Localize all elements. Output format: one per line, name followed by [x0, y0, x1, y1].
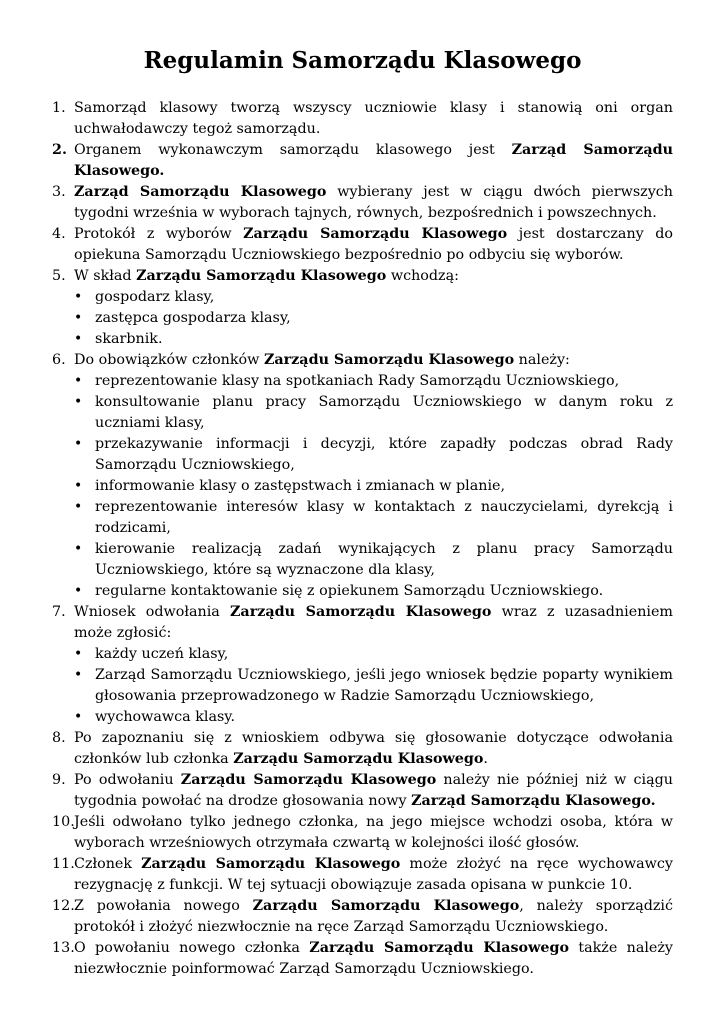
bullet-text: wychowawca klasy.: [95, 708, 236, 725]
bold-term: Zarządu Samorządu Klasowego: [252, 897, 520, 914]
text-span: Z powołania nowego: [74, 897, 253, 914]
bullet-text: zastępca gospodarza klasy,: [95, 309, 291, 326]
rule-row: [52, 182, 673, 224]
rule-number: 9.: [52, 771, 66, 788]
bullet-item: [52, 308, 673, 329]
bold-term: Zarządu Samorządu Klasowego: [136, 267, 387, 284]
rule-number: 4.: [52, 225, 66, 242]
rule-item: [52, 854, 673, 896]
bullet-dot-icon: [74, 539, 95, 581]
bullet-dot-icon: [74, 287, 95, 308]
rule-item: [52, 938, 673, 980]
bullet-text: Zarząd Samorządu Uczniowskiego, jeśli jego wniosek będzie poparty wynikiem głosowania przeprowadzonego w Radzie Samorządu Uczniowskiego,: [95, 666, 673, 704]
bullet-text: regularne kontaktowanie się z opiekunem Samorządu Uczniowskiego.: [95, 582, 604, 599]
rule-text: [74, 350, 673, 371]
rule-number: 3.: [52, 183, 66, 200]
bullet-dot-icon: [74, 329, 95, 350]
bold-term: Zarządu Samorządu Klasowego: [243, 225, 508, 242]
bullet-item: [52, 539, 673, 581]
rule-number: 1.: [52, 99, 66, 116]
text-span: także należy niezwłocznie poinformować Zarząd Samorządu Uczniowskiego.: [74, 939, 673, 977]
rule-row: [52, 896, 673, 938]
text-span: O powołaniu nowego członka: [74, 939, 310, 956]
text-span: jest dostarczany do opiekuna Samorządu Uczniowskiego bezpośrednio po odbyciu się wyborów.: [74, 225, 673, 263]
bullet-text: przekazywanie informacji i decyzji, które zapadły podczas obrad Rady Samorządu Uczniowskiego,: [95, 435, 673, 473]
bullet-item: [52, 497, 673, 539]
rule-row: [52, 854, 673, 896]
bold-term: Zarządu Samorządu Klasowego: [233, 750, 484, 767]
bold-term: Zarząd Samorządu Klasowego.: [411, 792, 656, 809]
bullet-item: [52, 476, 673, 497]
text-span: Protokół z wyborów: [74, 225, 244, 242]
rule-item: [52, 140, 673, 182]
rule-row: [52, 770, 673, 812]
rule-text: [74, 224, 673, 266]
bullet-text: konsultowanie planu pracy Samorządu Uczniowskiego w danym roku z uczniami klasy,: [95, 393, 673, 431]
text-span: , należy sporządzić protokół i złożyć niezwłocznie na ręce Zarząd Samorządu Uczniowskiego.: [74, 897, 673, 935]
rules-list: [52, 98, 673, 980]
bullet-item: [52, 329, 673, 350]
bullet-dot-icon: [74, 476, 95, 497]
bullet-item: [52, 581, 673, 602]
rule-number: 7.: [52, 603, 66, 620]
bullet-text: gospodarz klasy,: [95, 288, 215, 305]
rule-text: [74, 266, 673, 287]
bullet-item: [52, 392, 673, 434]
rule-item: [52, 728, 673, 770]
rule-text: [74, 938, 673, 980]
rule-number: 6.: [52, 351, 66, 368]
rule-number: 2.: [52, 141, 67, 158]
rule-row: [52, 812, 673, 854]
rule-number: 8.: [52, 729, 66, 746]
rule-item: [52, 602, 673, 728]
rule-text: [74, 896, 673, 938]
bullet-text: informowanie klasy o zastępstwach i zmianach w planie,: [95, 477, 506, 494]
bullet-text: skarbnik.: [95, 330, 163, 347]
rule-number: 5.: [52, 267, 66, 284]
rule-item: [52, 224, 673, 266]
bullet-dot-icon: [74, 434, 95, 476]
text-span: Samorząd klasowy tworzą wszyscy uczniowie klasy i stanowią oni organ uchwałodawczy tegoż samorządu.: [74, 99, 673, 137]
text-span: W skład: [74, 267, 137, 284]
bullet-dot-icon: [74, 665, 95, 707]
rule-text: [74, 602, 673, 644]
text-span: Do obowiązków członków: [74, 351, 264, 368]
bullet-list: [52, 644, 673, 728]
text-span: wybierany jest w ciągu dwóch pierwszych tygodni września w wyborach tajnych, równych, bezpośrednich i powszechnych.: [74, 183, 673, 221]
rule-row: [52, 224, 673, 266]
rule-row: [52, 266, 673, 287]
bullet-item: [52, 371, 673, 392]
text-span: Po zapoznaniu się z wnioskiem odbywa się głosowanie dotyczące odwołania członków lub członka: [74, 729, 673, 767]
bold-term: Zarządu Samorządu Klasowego: [309, 939, 570, 956]
rule-text: [74, 140, 673, 182]
rule-row: [52, 350, 673, 371]
text-span: wraz z uzasadnieniem może zgłosić:: [74, 603, 673, 641]
bold-term: Zarządu Samorządu Klasowego: [141, 855, 401, 872]
bullet-text: reprezentowanie klasy na spotkaniach Rady Samorządu Uczniowskiego,: [95, 372, 620, 389]
bold-term: Zarządu Samorządu Klasowego: [180, 771, 437, 788]
rule-text: [74, 854, 673, 896]
bold-term: Zarządu Samorządu Klasowego: [263, 351, 515, 368]
text-span: wchodzą:: [386, 267, 459, 284]
rule-row: [52, 728, 673, 770]
document-title: Regulamin Samorządu Klasowego: [143, 47, 582, 74]
text-span: Jeśli odwołano tylko jednego członka, na jego miejsce wchodzi osoba, która w wyborach wrześniowych otrzymała czwartą w kolejności ilość głosów.: [74, 813, 673, 851]
bullet-dot-icon: [74, 392, 95, 434]
bullet-dot-icon: [74, 707, 95, 728]
text-span: Wniosek odwołania: [74, 603, 230, 620]
rule-text: [74, 98, 673, 140]
bullet-item: [52, 707, 673, 728]
bullet-text: reprezentowanie interesów klasy w kontaktach z nauczycielami, dyrekcją i rodzicami,: [95, 498, 673, 536]
rule-row: [52, 140, 673, 182]
rule-number: 12.: [52, 897, 75, 914]
rule-item: [52, 812, 673, 854]
bold-term: Zarząd Samorządu Klasowego: [74, 183, 327, 200]
rule-number: 13.: [52, 939, 75, 956]
rule-item: [52, 182, 673, 224]
bullet-text: każdy uczeń klasy,: [95, 645, 229, 662]
rule-row: [52, 98, 673, 140]
bullet-list: [52, 371, 673, 602]
bullet-item: [52, 287, 673, 308]
rule-text: [74, 770, 673, 812]
text-span: może złożyć na ręce wychowawcy rezygnację z funkcji. W tej sytuacji obowiązuje zasada opisana w punkcie 10.: [74, 855, 673, 893]
rule-item: [52, 350, 673, 602]
rule-text: [74, 728, 673, 770]
rule-item: [52, 98, 673, 140]
rule-row: [52, 938, 673, 980]
rule-number: 11.: [52, 855, 75, 872]
bullet-text: kierowanie realizacją zadań wynikających z planu pracy Samorządu Uczniowskiego, które są wyznaczone dla klasy,: [95, 540, 673, 578]
text-span: Członek: [74, 855, 142, 872]
text-span: .: [483, 750, 488, 767]
text-span: Organem wykonawczym samorządu klasowego jest: [74, 141, 512, 158]
bold-term: Zarząd Samorządu Klasowego.: [74, 141, 673, 179]
bold-term: Zarządu Samorządu Klasowego: [230, 603, 492, 620]
text-span: należy nie później niż w ciągu tygodnia powołać na drodze głosowania nowy: [74, 771, 673, 809]
rule-text: [74, 812, 673, 854]
rule-item: [52, 770, 673, 812]
bullet-item: [52, 665, 673, 707]
bullet-dot-icon: [74, 644, 95, 665]
text-span: należy:: [514, 351, 570, 368]
rule-number: 10.: [52, 813, 75, 830]
rule-text: [74, 182, 673, 224]
rule-item: [52, 266, 673, 350]
text-span: Po odwołaniu: [74, 771, 181, 788]
bullet-item: [52, 434, 673, 476]
bullet-dot-icon: [74, 581, 95, 602]
bullet-dot-icon: [74, 497, 95, 539]
rule-row: [52, 602, 673, 644]
bullet-dot-icon: [74, 371, 95, 392]
rule-item: [52, 896, 673, 938]
bullet-item: [52, 644, 673, 665]
bullet-list: [52, 287, 673, 350]
bullet-dot-icon: [74, 308, 95, 329]
